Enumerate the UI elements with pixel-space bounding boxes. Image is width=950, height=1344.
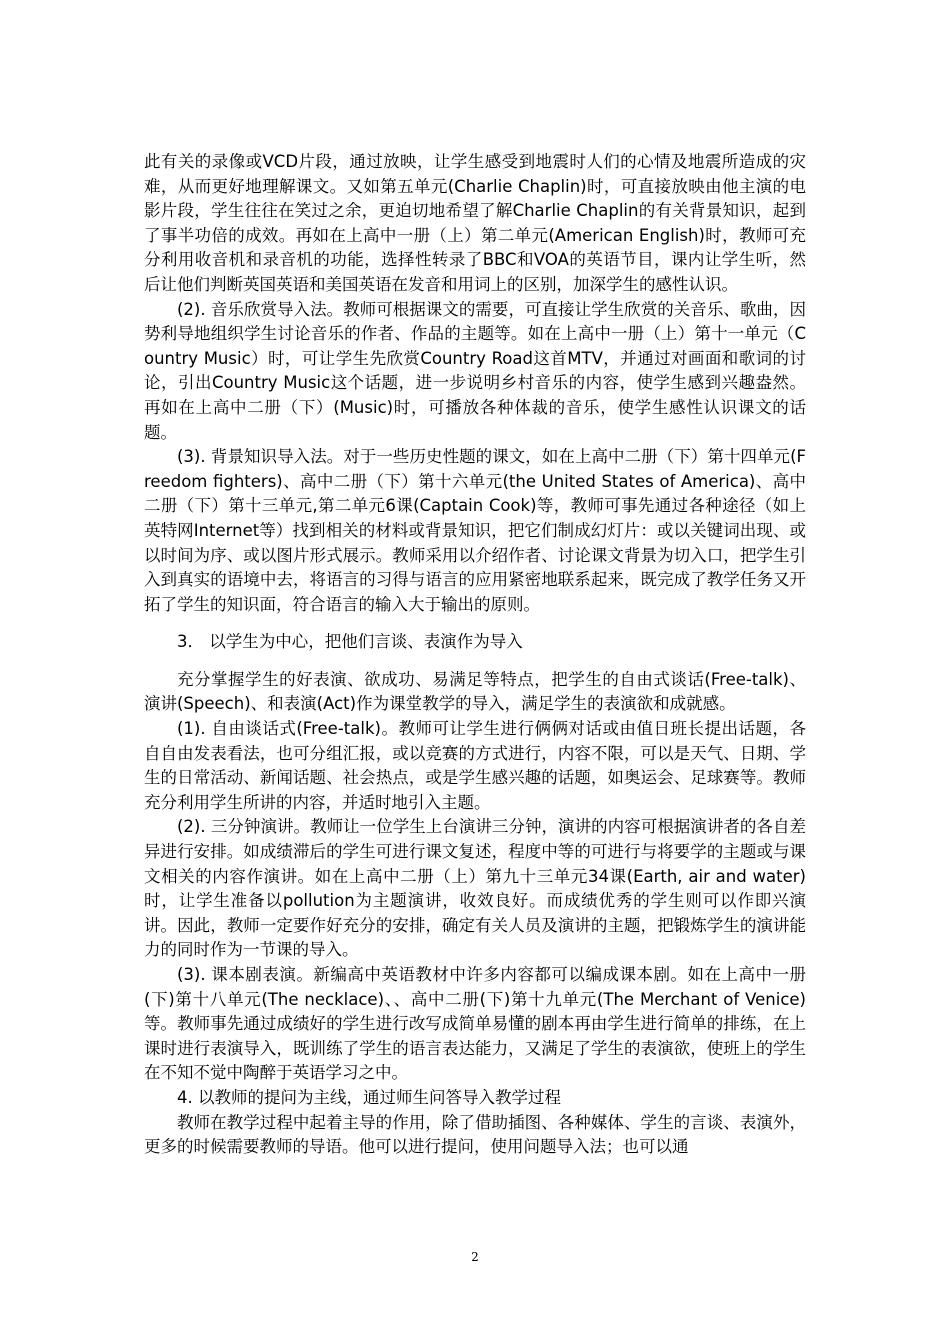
paragraph-background-method: (3). 背景知识导入法。对于一些历史性题的课文，如在上高中二册（下）第十四单元(Freedom fighters)、高中二册（下）第十六单元(the United States of America)、高中二册（下）第十三单元,第二单元6课(Captain Cook)等，教师可事先通过各种途径（如上英特网Internet等）找到相关的材料或背景知识，把它们制成幻灯片：或以关键词出现、或以时间为序、或以图片形式展示。教师采用以介绍作者、讨论课文背景为切入口，把学生引入到真实的语境中去，将语言的习得与语言的应用紧密地联系起来，既完成了教学任务又开拓了学生的知识面，符合语言的输入大于输出的原则。 — [144, 447, 806, 614]
paragraph-student-performance: 充分掌握学生的好表演、欲成功、易满足等特点，把学生的自由式谈话(Free-talk)、演讲(Speech)、和表演(Act)作为课堂教学的导入，满足学生的表演欲和成就感。 — [144, 669, 806, 714]
paragraph-video-intro: 此有关的录像或VCD片段，通过放映，让学生感受到地震时人们的心情及地震所造成的灾难，从而更好地理解课文。又如第五单元(Charlie Chaplin)时，可直接放映由他主演的电影片段，学生往往在笑过之余，更迫切地希望了解Charlie Chaplin的有关背景知识，起到了事半功倍的成效。再如在上高中一册（上）第二单元(American English)时，教师可充分利用收音机和录音机的功能，选择性转录了BBC和VOA的英语节目，课内让学生听，然后让他们判断英国英语和美国英语在发音和用词上的区别，加深学生的感性认识。 — [144, 152, 806, 294]
paragraph-music-method: (2). 音乐欣赏导入法。教师可根据课文的需要，可直接让学生欣赏的关音乐、歌曲，因势利导地组织学生讨论音乐的作者、作品的主题等。如在上高中一册（上）第十一单元（Country Music）时，可让学生先欣赏Country Road这首MTV，并通过对画面和歌词的讨论，引出Country Music这个话题，进一步说明乡村音乐的内容，使学生感到兴趣盎然。再如在上高中二册（下）(Music)时，可播放各种体裁的音乐，使学生感性认识课文的话题。 — [144, 299, 806, 442]
document-body — [144, 150, 806, 1160]
section-heading-student-centered: 3． 以学生为中心，把他们言谈、表演作为导入 — [177, 632, 523, 652]
paragraph-teacher-guidance: 教师在教学过程中起着主导的作用，除了借助插图、各种媒体、学生的言谈、表演外，更多的时候需要教师的导语。他可以进行提问，使用问题导入法；也可以通 — [144, 1112, 806, 1157]
section-heading-teacher-questions: 4. 以教师的提问为主线，通过师生问答导入教学过程 — [177, 1087, 561, 1107]
paragraph-free-talk: (1). 自由谈话式(Free-talk)。教师可让学生进行俩俩对话或由值日班长提出话题，各自自由发表看法，也可分组汇报，或以竞赛的方式进行，内容不限，可以是天气、日期、学生的日常活动、新闻话题、社会热点，或是学生感兴趣的话题，如奥运会、足球赛等。教师充分利用学生所讲的内容，并适时地引入主题。 — [144, 719, 806, 812]
paragraph-textbook-drama: (3). 课本剧表演。新编高中英语教材中许多内容都可以编成课本剧。如在上高中一册(下)第十八单元(The necklace)、、高中二册(下)第十九单元(The Merchant of Venice)等。教师事先通过成绩好的学生进行改写成简单易懂的剧本再由学生进行简单的排练，在上课时进行表演导入，既训练了学生的语言表达能力，又满足了学生的表演欲，使班上的学生在不知不觉中陶醉于英语学习之中。 — [144, 965, 806, 1083]
paragraph-three-minute-speech: (2). 三分钟演讲。教师让一位学生上台演讲三分钟，演讲的内容可根据演讲者的各自差异进行安排。如成绩滞后的学生可进行课文复述，程度中等的可进行与将要学的主题或与课文相关的内容作演讲。如在上高中二册（上）第九十三单元34课(Earth, air and water)时，让学生准备以pollution为主题演讲，收效良好。而成绩优秀的学生则可以作即兴演讲。因此，教师一定要作好充分的安排，确定有关人员及演讲的主题，把锻炼学生的演讲能力的同时作为一节课的导入。 — [144, 817, 806, 960]
page-number: 2 — [471, 1250, 479, 1264]
